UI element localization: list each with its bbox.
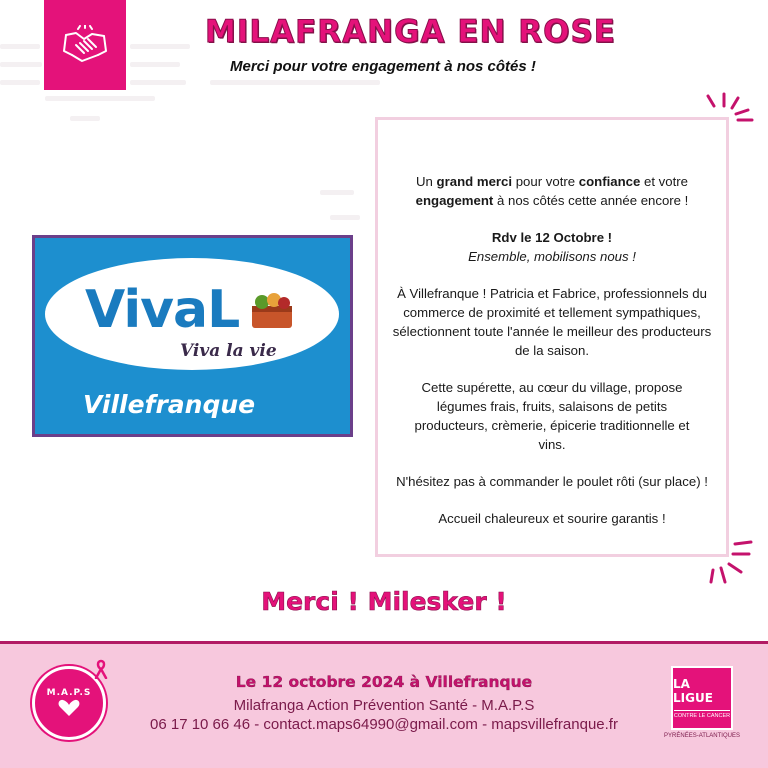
message-paragraph-5: N'hésitez pas à commander le poulet rôti (sur place) !: [396, 474, 708, 489]
footer-contact: 06 17 10 66 46 - contact.maps64990@gmail.com - mapsvillefranque.fr: [150, 716, 618, 733]
footer-date: Le 12 octobre 2024 à Villefranque: [235, 673, 533, 691]
ghost-line: [130, 80, 186, 85]
message-text: pour votre: [512, 174, 579, 189]
message-paragraph-3: À Villefranque ! Patricia et Fabrice, professionnels du commerce de proximité et tellement sympathiques, sélectionnent toute l'année le meilleur des producteurs de la saison.: [392, 286, 712, 358]
ghost-line: [130, 62, 180, 67]
footer-organization: Milafranga Action Prévention Santé - M.A.P.S: [233, 697, 535, 714]
message-paragraph-2: [388, 228, 716, 266]
logo-tagline: Viva la vie: [180, 341, 277, 361]
ghost-line: [0, 80, 40, 85]
handshake-badge: [44, 0, 126, 90]
message-bold: confiance: [578, 174, 641, 189]
ligue-region: PYRÉNÉES-ATLANTIQUES: [664, 733, 740, 739]
message-paragraph-4: Cette supérette, au cœur du village, propose légumes frais, fruits, salaisons de petits producteurs, crèmerie, épicerie traditionnelle et vins.: [414, 380, 690, 452]
event-slogan: Ensemble, mobilisons nous !: [468, 249, 636, 264]
ghost-line: [0, 44, 40, 49]
page-title: MILAFRANGA EN ROSE: [205, 14, 616, 50]
message-text: et votre: [640, 174, 688, 189]
ghost-line: [45, 96, 155, 101]
ligue-subtitle: CONTRE LE CANCER: [674, 710, 730, 719]
message-bold: engagement: [415, 193, 494, 208]
ligue-logo: [671, 666, 733, 730]
ghost-line: [70, 116, 100, 121]
ligue-name: LA LIGUE: [673, 677, 713, 705]
logo-city: Villefranque: [83, 390, 256, 419]
ghost-line: [320, 190, 354, 195]
message-paragraph-1: [388, 172, 716, 210]
ghost-line: [330, 215, 360, 220]
message-text: à nos côtés cette année encore !: [493, 193, 689, 208]
event-date: Rdv le 12 Octobre !: [491, 230, 613, 245]
partner-logo: [32, 235, 353, 437]
logo-brand: VivaL: [85, 280, 240, 340]
ghost-line: [0, 62, 42, 67]
ghost-line: [130, 44, 190, 49]
thanks-heading: Merci ! Milesker !: [261, 587, 507, 616]
handshake-icon: [62, 25, 108, 65]
message-bold: grand merci: [436, 174, 513, 189]
maps-badge-text: M.A.P.S: [46, 688, 92, 698]
basket-icon: [248, 290, 296, 330]
message-card: [375, 117, 729, 557]
page-subtitle: Merci pour votre engagement à nos côtés !: [230, 58, 536, 75]
ghost-line: [210, 80, 380, 85]
message-text: Un: [416, 174, 437, 189]
message-paragraph-6: Accueil chaleureux et sourire garantis !: [438, 511, 666, 526]
